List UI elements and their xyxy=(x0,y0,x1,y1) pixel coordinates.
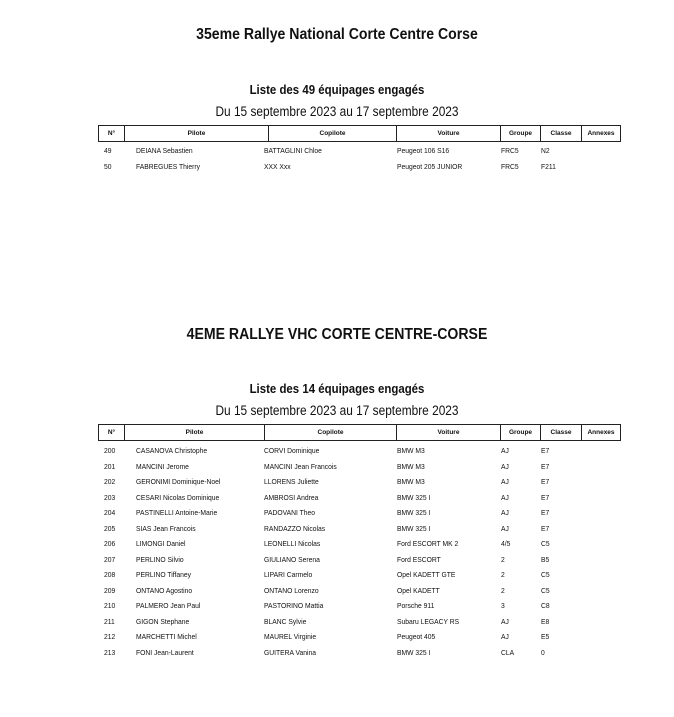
group-code: AJ xyxy=(501,508,509,517)
voiture-header: Voiture xyxy=(396,125,500,142)
group-code: FRC5 xyxy=(501,162,519,171)
class-code: N2 xyxy=(541,146,550,155)
codriver-name: BATTAGLINI Chloe xyxy=(264,146,322,155)
codriver-name: XXX Xxx xyxy=(264,162,291,171)
class-code: F211 xyxy=(541,162,556,171)
vhc-entries-subtitle: Liste des 14 équipages engagés xyxy=(249,381,425,396)
driver-name: PALMERO Jean Paul xyxy=(136,601,201,610)
driver-name: LIMONGI Daniel xyxy=(136,539,186,548)
driver-name: SIAS Jean Francois xyxy=(136,523,196,533)
entry-number: 213 xyxy=(104,647,116,657)
group-code: AJ xyxy=(501,477,509,486)
codriver-name: LLORENS Juliette xyxy=(264,477,319,486)
group-code: 4/5 xyxy=(501,539,511,548)
groupe-header: Groupe xyxy=(500,125,540,142)
driver-name: CESARI Nicolas Dominique xyxy=(136,492,220,502)
class-code: E7 xyxy=(541,461,550,471)
codriver-name: LIPARI Carmelo xyxy=(264,570,313,579)
driver-name: PASTINELLI Antoine-Marie xyxy=(136,508,218,517)
entry-number: 207 xyxy=(104,554,116,564)
group-code: FRC5 xyxy=(501,146,519,155)
class-code: E8 xyxy=(541,616,550,626)
copilote-header: Copilote xyxy=(264,424,396,441)
car-model: BMW 325 I xyxy=(397,508,431,517)
groupe-header: Groupe xyxy=(500,424,540,441)
car-model: Ford ESCORT MK 2 xyxy=(397,539,459,548)
driver-name: ONTANO Agostino xyxy=(136,585,193,595)
pilote-header: Pilote xyxy=(124,424,264,441)
codriver-name: BLANC Sylvie xyxy=(264,616,307,626)
entry-number: 209 xyxy=(104,585,116,595)
entry-number: 205 xyxy=(104,523,116,533)
codriver-name: GIULIANO Serena xyxy=(264,554,320,564)
class-code: C8 xyxy=(541,601,550,610)
class-code: E7 xyxy=(541,446,550,455)
car-model: Porsche 911 xyxy=(397,601,435,610)
group-code: AJ xyxy=(501,492,509,502)
driver-name: GIGON Stephane xyxy=(136,616,190,626)
group-code: 3 xyxy=(501,601,505,610)
driver-name: PERLINO Silvio xyxy=(136,554,184,564)
entry-number: 208 xyxy=(104,570,116,579)
entry-number: 212 xyxy=(104,632,116,641)
codriver-name: PASTORINO Mattia xyxy=(264,601,324,610)
group-code: AJ xyxy=(501,446,509,455)
car-model: Peugeot 205 JUNIOR xyxy=(397,162,463,171)
entry-number: 206 xyxy=(104,539,116,548)
group-code: AJ xyxy=(501,523,509,533)
entry-number: 50 xyxy=(104,162,112,171)
classe-header: Classe xyxy=(540,424,581,441)
codriver-name: MAUREL Virginie xyxy=(264,632,317,641)
driver-name: CASANOVA Christophe xyxy=(136,446,208,455)
group-code: AJ xyxy=(501,616,509,626)
car-model: Peugeot 106 S16 xyxy=(397,146,450,155)
entry-number: 211 xyxy=(104,616,115,626)
car-model: Opel KADETT xyxy=(397,585,440,595)
entry-number: 200 xyxy=(104,446,116,455)
class-code: E7 xyxy=(541,508,550,517)
car-model: BMW 325 I xyxy=(397,647,431,657)
codriver-name: ONTANO Lorenzo xyxy=(264,585,319,595)
codriver-name: CORVI Dominique xyxy=(264,446,320,455)
class-code: C5 xyxy=(541,585,550,595)
group-code: 2 xyxy=(501,570,505,579)
codriver-name: LEONELLI Nicolas xyxy=(264,539,321,548)
num-header: N° xyxy=(98,424,124,441)
entry-number: 203 xyxy=(104,492,116,502)
codriver-name: GUITERA Vanina xyxy=(264,647,317,657)
entry-number: 204 xyxy=(104,508,116,517)
date-range: Du 15 septembre 2023 au 17 septembre 2023 xyxy=(215,104,459,119)
pilote-header: Pilote xyxy=(124,125,268,142)
class-code: E7 xyxy=(541,523,550,533)
car-model: Subaru LEGACY RS xyxy=(397,616,460,626)
entry-number: 49 xyxy=(104,146,112,155)
entries-subtitle: Liste des 49 équipages engagés xyxy=(249,82,425,97)
class-code: B5 xyxy=(541,554,550,564)
rally-title: 35eme Rallye National Corte Centre Corse xyxy=(196,26,478,43)
car-model: BMW M3 xyxy=(397,446,425,455)
annexes-header: Annexes xyxy=(581,424,621,441)
copilote-header: Copilote xyxy=(268,125,396,142)
classe-header: Classe xyxy=(540,125,581,142)
car-model: BMW M3 xyxy=(397,477,425,486)
codriver-name: AMBROSI Andrea xyxy=(264,492,319,502)
codriver-name: RANDAZZO Nicolas xyxy=(264,523,326,533)
vhc-rally-title: 4EME RALLYE VHC CORTE CENTRE-CORSE xyxy=(186,326,488,343)
group-code: 2 xyxy=(501,554,505,564)
voiture-header: Voiture xyxy=(396,424,500,441)
annexes-header: Annexes xyxy=(581,125,621,142)
vhc-date-range: Du 15 septembre 2023 au 17 septembre 2023 xyxy=(215,403,459,418)
entry-number: 210 xyxy=(104,601,116,610)
group-code: CLA xyxy=(501,647,515,657)
car-model: BMW 325 I xyxy=(397,523,431,533)
group-code: 2 xyxy=(501,585,505,595)
car-model: BMW M3 xyxy=(397,461,425,471)
class-code: E5 xyxy=(541,632,550,641)
num-header: N° xyxy=(98,125,124,142)
car-model: Opel KADETT GTE xyxy=(397,570,456,579)
codriver-name: PADOVANI Theo xyxy=(264,508,316,517)
driver-name: FONI Jean-Laurent xyxy=(136,647,194,657)
codriver-name: MANCINI Jean Francois xyxy=(264,461,337,471)
class-code: C5 xyxy=(541,539,550,548)
driver-name: FABREGUES Thierry xyxy=(136,162,201,171)
class-code: E7 xyxy=(541,492,550,502)
car-model: Ford ESCORT xyxy=(397,554,441,564)
driver-name: MANCINI Jerome xyxy=(136,461,189,471)
class-code: C5 xyxy=(541,570,550,579)
group-code: AJ xyxy=(501,461,509,471)
class-code: E7 xyxy=(541,477,550,486)
entry-number: 202 xyxy=(104,477,116,486)
driver-name: MARCHETTI Michel xyxy=(136,632,197,641)
entry-number: 201 xyxy=(104,461,116,471)
driver-name: PERLINO Tiffaney xyxy=(136,570,192,579)
driver-name: DEIANA Sebastien xyxy=(136,146,193,155)
driver-name: GERONIMI Dominique-Noel xyxy=(136,477,221,486)
group-code: AJ xyxy=(501,632,509,641)
car-model: BMW 325 I xyxy=(397,492,431,502)
car-model: Peugeot 405 xyxy=(397,632,436,641)
class-code: 0 xyxy=(541,647,545,657)
